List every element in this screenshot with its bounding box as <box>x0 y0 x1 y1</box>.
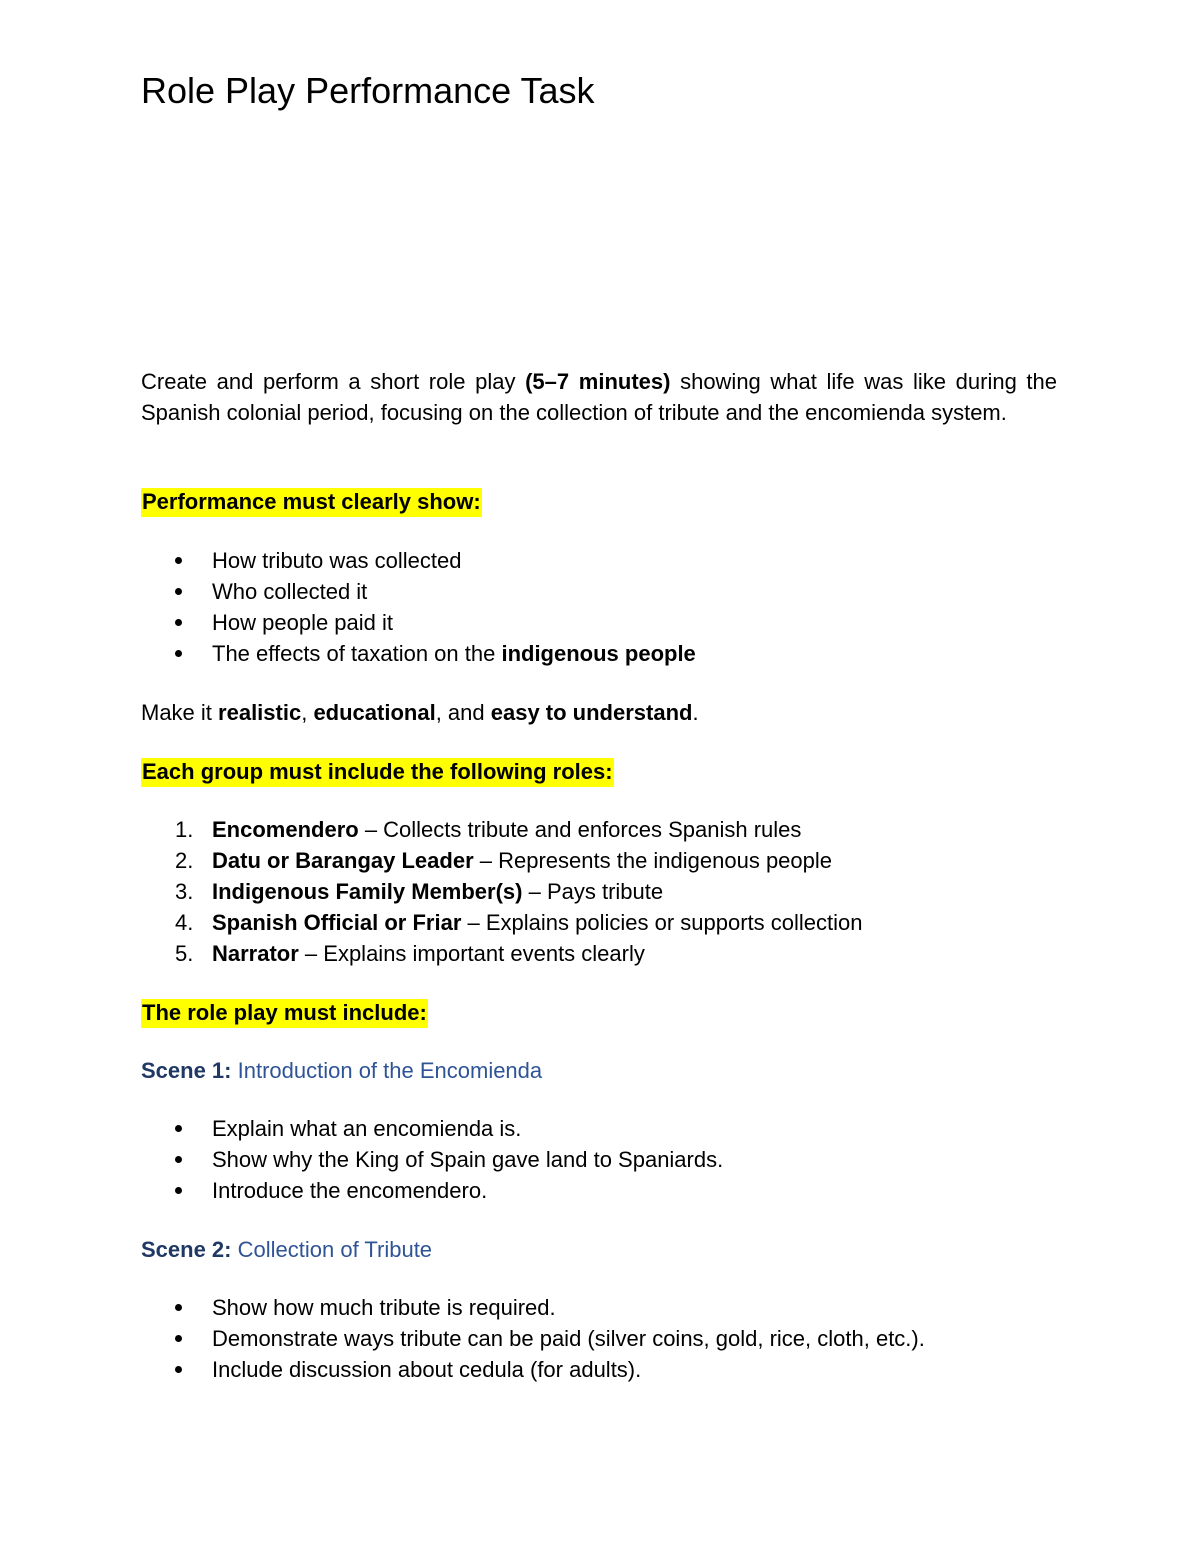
roles-heading-line <box>141 756 614 787</box>
list-item: 2. Datu or Barangay Leader – Represents the indigenous people <box>175 848 833 873</box>
intro-duration: (5–7 minutes) <box>525 369 671 394</box>
roles-list <box>141 814 862 969</box>
bullet-icon <box>174 1153 184 1163</box>
performance-heading: Performance must clearly show: <box>141 488 482 517</box>
list-item: 3. Indigenous Family Member(s) – Pays tribute <box>175 879 664 904</box>
page-title: Role Play Performance Task <box>141 70 595 111</box>
include-heading: The role play must include: <box>141 999 428 1028</box>
list-item: 4. Spanish Official or Friar – Explains policies or supports collection <box>175 910 863 935</box>
scene1-heading: Scene 1: Introduction of the Encomienda <box>141 1058 543 1083</box>
list-item: 1. Encomendero – Collects tribute and enforces Spanish rules <box>175 817 802 842</box>
bullet-icon <box>174 1301 184 1311</box>
roles-heading: Each group must include the following roles: <box>141 758 614 787</box>
include-heading-line <box>141 997 428 1028</box>
bullet-icon <box>174 647 184 657</box>
list-item: Include discussion about cedula (for adults). <box>141 1354 925 1385</box>
list-item: How people paid it <box>141 607 696 638</box>
bullet-icon <box>174 1332 184 1342</box>
make-it-line: Make it realistic, educational, and easy to understand. <box>141 700 699 725</box>
list-item: How tributo was collected <box>141 545 696 576</box>
scene1-list <box>141 1113 723 1206</box>
bullet-icon <box>174 1184 184 1194</box>
list-item: 5. Narrator – Explains important events clearly <box>175 941 645 966</box>
list-item: The effects of taxation on the indigenous people <box>141 638 696 669</box>
list-item: Explain what an encomienda is. <box>141 1113 723 1144</box>
list-item: Introduce the encomendero. <box>141 1175 723 1206</box>
intro-text-1: Create and perform a short role play <box>141 369 526 394</box>
list-item: Show how much tribute is required. <box>141 1292 925 1323</box>
intro-text-2: showing what life was like during the Spanish colonial period, focusing on the collection of tribute and the encomienda system. <box>141 369 1058 425</box>
bullet-icon <box>174 616 184 626</box>
list-item: Who collected it <box>141 576 696 607</box>
list-item: Demonstrate ways tribute can be paid (silver coins, gold, rice, cloth, etc.). <box>141 1323 925 1354</box>
performance-heading-line <box>141 486 482 517</box>
bullet-icon <box>174 1122 184 1132</box>
bullet-icon <box>174 554 184 564</box>
bullet-icon <box>174 1363 184 1373</box>
scene2-list <box>141 1292 925 1385</box>
intro-paragraph <box>141 366 1057 428</box>
performance-list <box>141 545 696 669</box>
scene2-heading: Scene 2: Collection of Tribute <box>141 1237 433 1262</box>
list-item: Show why the King of Spain gave land to Spaniards. <box>141 1144 723 1175</box>
bullet-icon <box>174 585 184 595</box>
